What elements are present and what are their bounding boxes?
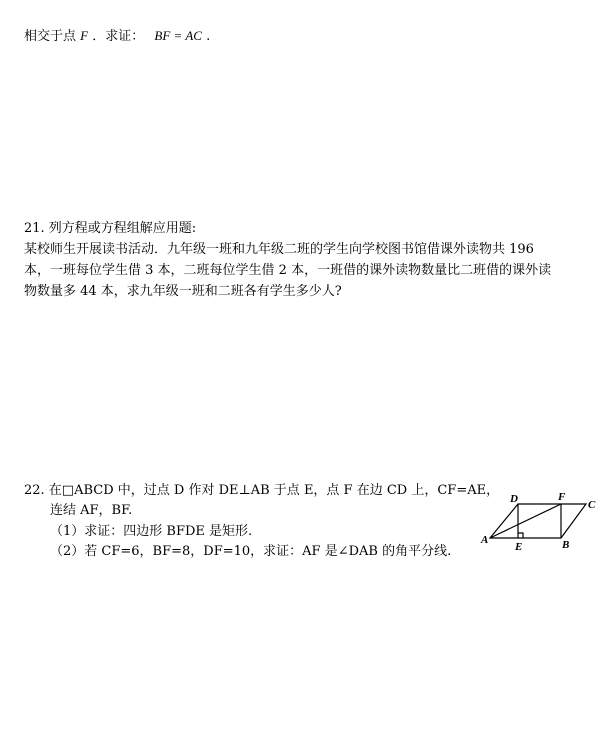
q22-line-2: 连结 AF，BF. bbox=[50, 503, 133, 518]
top-prefix: 相交于点 bbox=[24, 29, 77, 44]
right-angle-mark bbox=[518, 533, 523, 538]
q21-heading: 21. 列方程或方程组解应用题: bbox=[24, 221, 197, 236]
label-e: E bbox=[515, 541, 523, 553]
q22-part-1: （1）求证：四边形 BFDE 是矩形. bbox=[50, 524, 253, 539]
q21-line-3: 物数量多 44 本，求九年级一班和二班各有学生多少人? bbox=[24, 284, 342, 299]
q22-line-1: 22. 在□ABCD 中，过点 D 作对 DE⊥AB 于点 E，点 F 在边 CD 上，CF=AE， bbox=[24, 483, 500, 498]
q22-part-2: （2）若 CF=6，BF=8，DF=10，求证：AF 是∠DAB 的角平分线. bbox=[50, 544, 452, 559]
label-a: A bbox=[481, 534, 489, 546]
top-suffix: . bbox=[206, 29, 211, 44]
top-middle: ．求证： bbox=[92, 29, 145, 44]
parallelogram-abcd bbox=[490, 504, 586, 538]
top-equation: BF = AC bbox=[154, 28, 202, 43]
label-c: C bbox=[588, 499, 596, 511]
top-point: F bbox=[80, 28, 89, 43]
top-fragment bbox=[24, 28, 210, 45]
parallelogram-figure bbox=[480, 488, 600, 558]
label-b: B bbox=[562, 539, 570, 551]
q21-line-2: 本，一班每位学生借 3 本，二班每位学生借 2 本，一班借的课外读物数量比二班借的课外读 bbox=[24, 263, 552, 278]
label-f: F bbox=[558, 491, 566, 503]
q21-line-1: 某校师生开展读书活动．九年级一班和九年级二班的学生向学校图书馆借课外读物共 196 bbox=[24, 242, 534, 257]
label-d: D bbox=[510, 493, 518, 505]
segment-af bbox=[490, 504, 561, 538]
